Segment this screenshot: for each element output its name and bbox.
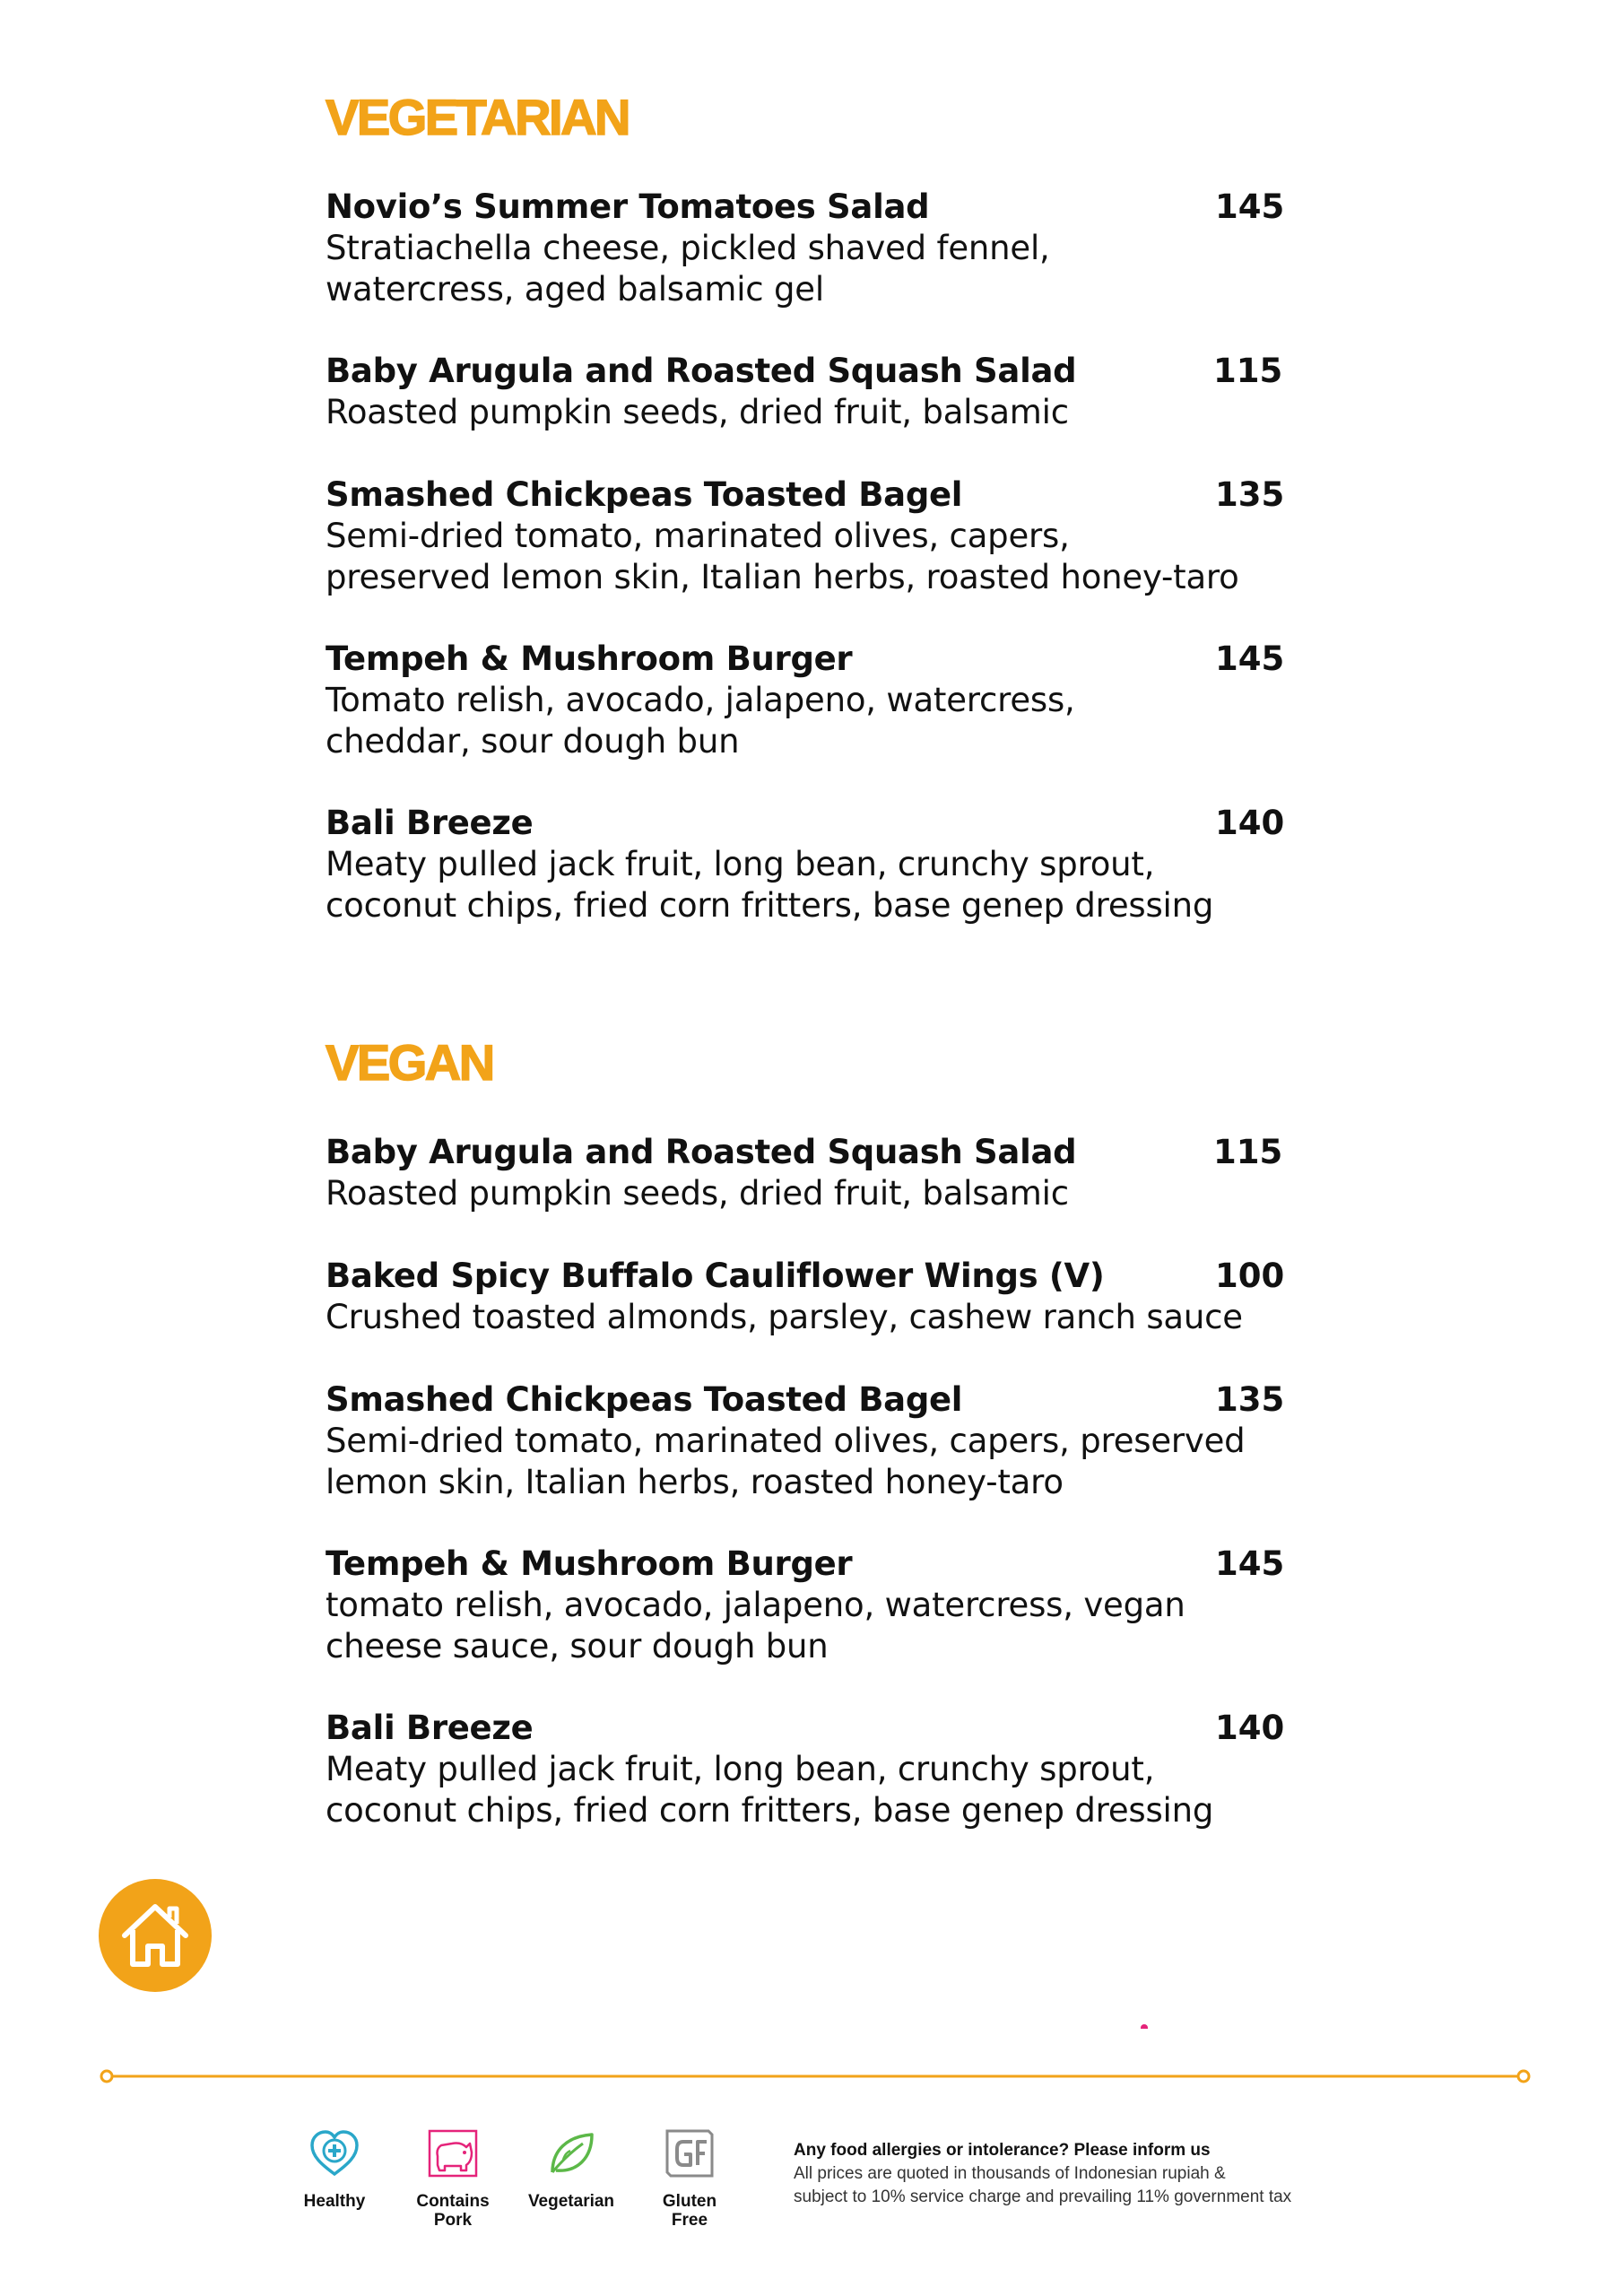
price-note-line-2: subject to 10% service charge and prevailing 11% government tax — [794, 2187, 1292, 2206]
item-name: Novio’s Summer Tomatoes Salad — [326, 187, 930, 226]
menu-item — [326, 1379, 1294, 1503]
item-name: Bali Breeze — [326, 804, 534, 842]
menu-item — [326, 1132, 1294, 1214]
menu-item — [326, 474, 1294, 598]
item-description: tomato relish, avocado, jalapeno, watercress, vegan cheese sauce, sour dough bun — [326, 1586, 1185, 1665]
legend-label: Vegetarian — [527, 2192, 615, 2211]
footer-notes — [794, 2139, 1291, 2209]
home-icon — [114, 1894, 196, 1977]
item-price: 100 — [1215, 1257, 1285, 1295]
menu-item — [326, 803, 1294, 926]
price-note-line-1: All prices are quoted in thousands of Indonesian rupiah & — [794, 2164, 1226, 2183]
legend-label: Contains Pork — [416, 2192, 490, 2230]
item-description: Semi-dried tomato, marinated olives, capers, preserved lemon skin, Italian herbs, roasted honey-taro — [326, 1422, 1246, 1501]
item-name: Baby Arugula and Roasted Squash Salad — [326, 1133, 1077, 1171]
item-name: Tempeh & Mushroom Burger — [326, 639, 853, 678]
item-price: 145 — [1215, 639, 1285, 678]
item-name: Bali Breeze — [326, 1709, 534, 1747]
item-description: Roasted pumpkin seeds, dried fruit, balsamic — [326, 1174, 1069, 1213]
legend-vegetarian — [513, 2126, 630, 2211]
legend-gluten-free — [631, 2126, 748, 2230]
menu-item — [326, 351, 1294, 433]
section-title-vegan: VEGAN — [326, 1034, 493, 1091]
item-description: Roasted pumpkin seeds, dried fruit, balsamic — [326, 393, 1069, 431]
item-name: Tempeh & Mushroom Burger — [326, 1544, 853, 1583]
item-description: Crushed toasted almonds, parsley, cashew ranch sauce — [326, 1298, 1243, 1336]
home-button[interactable] — [99, 1879, 212, 1992]
item-price: 145 — [1215, 1544, 1285, 1583]
item-price: 145 — [1215, 187, 1285, 226]
menu-item — [326, 187, 1294, 310]
item-price: 135 — [1215, 1380, 1285, 1419]
item-description: Stratiachella cheese, pickled shaved fennel, watercress, aged balsamic gel — [326, 229, 1050, 309]
item-name: Baby Arugula and Roasted Squash Salad — [326, 352, 1077, 390]
legend-label: Healthy — [303, 2192, 366, 2211]
item-name: Baked Spicy Buffalo Cauliflower Wings (V) — [326, 1257, 1105, 1295]
item-name: Smashed Chickpeas Toasted Bagel — [326, 475, 963, 514]
item-description: Meaty pulled jack fruit, long bean, crunchy sprout, coconut chips, fried corn fritters, base genep dressing — [326, 845, 1214, 925]
item-price: 135 — [1215, 475, 1285, 514]
decorative-mark — [1141, 2024, 1148, 2029]
item-description: Meaty pulled jack fruit, long bean, crunchy sprout, coconut chips, fried corn fritters, base genep dressing — [326, 1750, 1214, 1830]
menu-item — [326, 1708, 1294, 1831]
item-price: 140 — [1215, 1709, 1285, 1747]
menu-item — [326, 1544, 1294, 1667]
gluten-free-icon — [662, 2126, 717, 2181]
legend-label: Gluten Free — [662, 2192, 717, 2230]
menu-item — [326, 639, 1294, 762]
allergy-note: Any food allergies or intolerance? Please inform us — [794, 2141, 1211, 2160]
item-price: 115 — [1213, 1133, 1283, 1171]
legend-healthy — [276, 2126, 393, 2211]
heart-plus-icon — [307, 2126, 362, 2181]
footer-divider — [99, 2067, 1532, 2085]
legend-contains-pork — [395, 2126, 511, 2230]
leaf-icon — [543, 2126, 599, 2181]
item-description: Tomato relish, avocado, jalapeno, watercress, cheddar, sour dough bun — [326, 681, 1075, 761]
menu-item — [326, 1256, 1294, 1338]
item-name: Smashed Chickpeas Toasted Bagel — [326, 1380, 963, 1419]
item-description: Semi-dried tomato, marinated olives, capers, preserved lemon skin, Italian herbs, roasted honey-taro — [326, 517, 1239, 596]
item-price: 115 — [1213, 352, 1283, 390]
section-title-vegetarian: VEGETARIAN — [326, 89, 629, 145]
item-price: 140 — [1215, 804, 1285, 842]
pig-icon — [425, 2126, 481, 2181]
